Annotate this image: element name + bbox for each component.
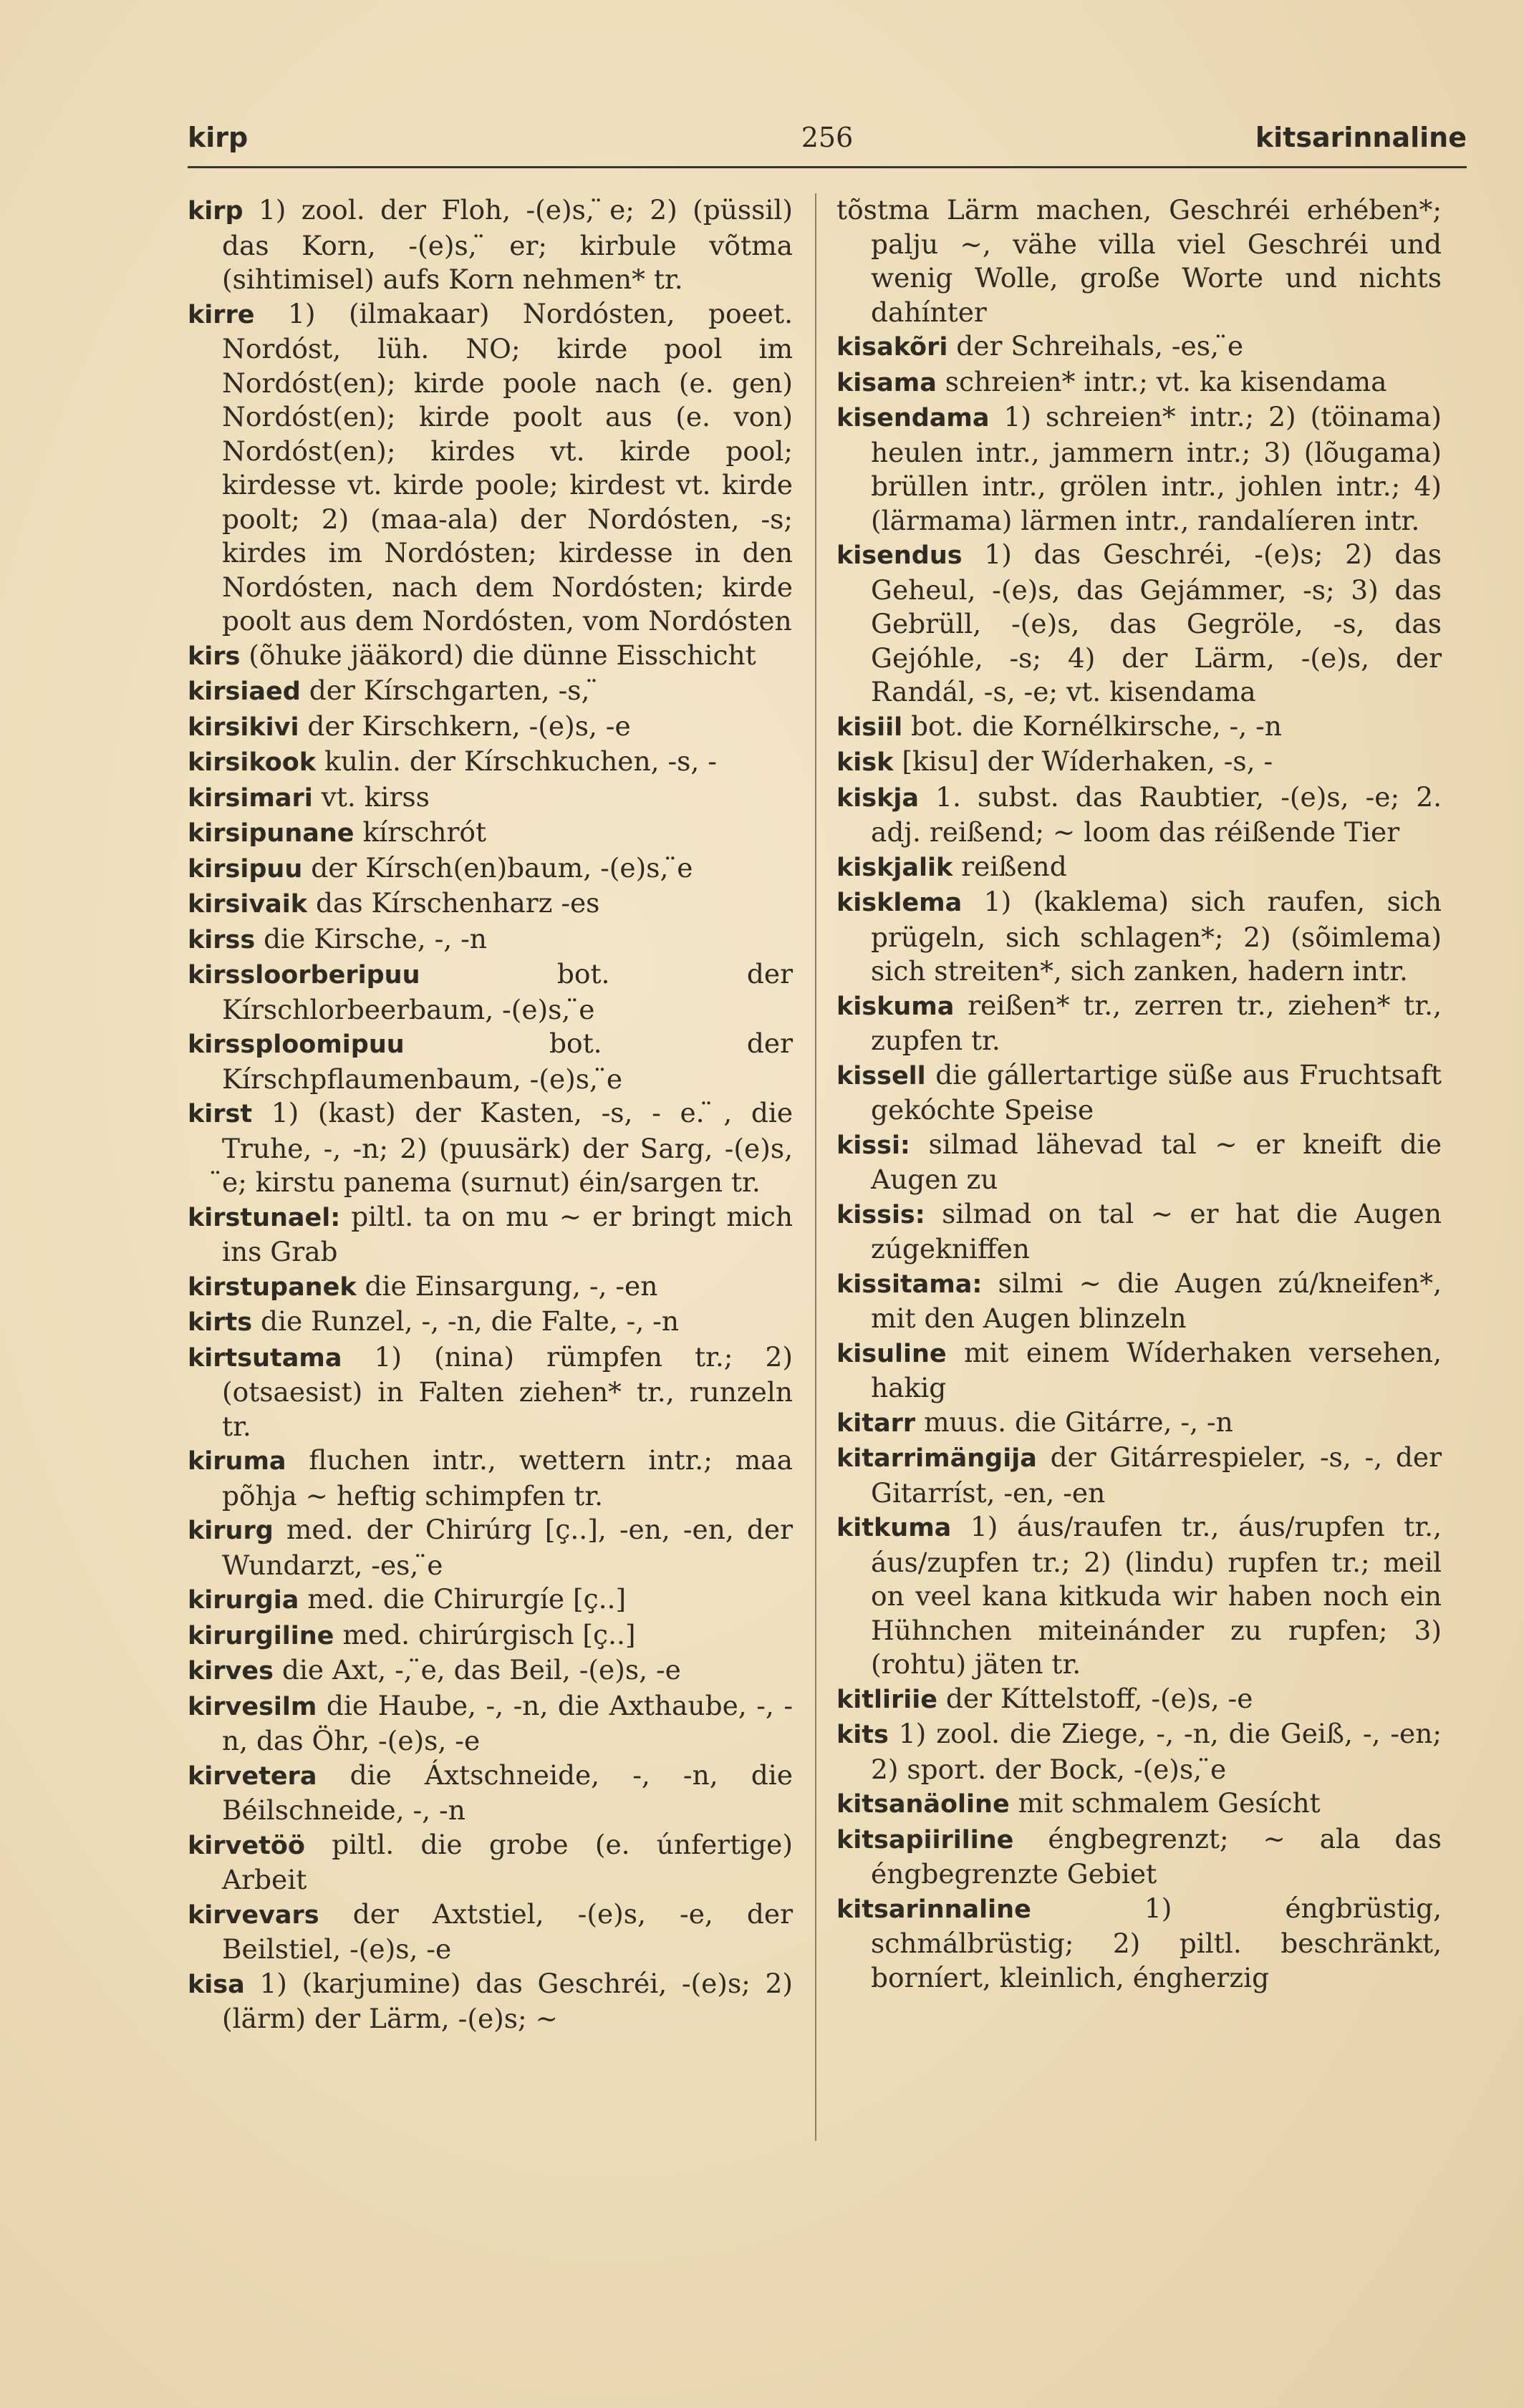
entry-definition: der Axtstiel, -(e)s, -e, der Beilstiel, -(e)s, -e bbox=[222, 1897, 794, 1965]
dictionary-entry bbox=[188, 1200, 793, 1270]
entry-headword: kirssploomipuu bbox=[188, 1030, 405, 1059]
dictionary-entry bbox=[836, 1128, 1442, 1197]
entry-definition: piltl. die grobe (e. únfertige) Arbeit bbox=[222, 1828, 793, 1895]
entry-headword: kirss bbox=[188, 925, 256, 954]
entry-definition: éngbegrenzt; ~ ala das éngbegrenzte Gebiet bbox=[871, 1822, 1442, 1890]
entry-headword: kiskuma bbox=[836, 992, 955, 1021]
dictionary-entry bbox=[188, 1444, 793, 1513]
entry-definition: 1) (ilmakaar) Nordósten, poeet. Nordóst, lüh. NO; kirde pool im Nordóst(en); kirde poole nach (e. gen) Nordóst(en); kirde poolt aus (e. von) Nordóst(en); kirdes vt. kirde pool; kirdesse vt. kirde poole; kirdest vt. kirde poolt; 2) (maa-ala) der Nordósten, -s; kirdes im Nordósten; kirdesse in den Nordósten, nach dem Nordósten; kirde poolt aus dem Nordósten, vom Nordósten bbox=[222, 297, 793, 637]
dictionary-entry bbox=[836, 329, 1442, 365]
entry-definition: 1. subst. das Raubtier, -(e)s, -e; 2. adj. reißend; ~ loom das réißende Tier bbox=[871, 780, 1442, 848]
entry-definition: med. chirúrgisch [ç..] bbox=[342, 1618, 636, 1650]
entry-definition: mit schmalem Gesícht bbox=[1018, 1787, 1321, 1819]
entry-headword: kirsikook bbox=[188, 748, 317, 777]
entry-headword: kisendus bbox=[836, 541, 963, 570]
entry-definition: 1) schreien* intr.; 2) (töinama) heulen intr., jammern intr.; 3) (lõugama) brüllen intr., grölen intr., johlen intr.; 4) (lärmama) lärmen intr., randalíeren intr. bbox=[871, 401, 1442, 536]
entry-headword: kirts bbox=[188, 1308, 253, 1337]
dictionary-entry bbox=[836, 745, 1442, 780]
entry-definition: bot. der Kírschlorbeerbaum, -(e)s, ̈e bbox=[222, 958, 793, 1025]
dictionary-entry bbox=[188, 1689, 793, 1759]
entry-headword: kissis: bbox=[836, 1200, 925, 1229]
entry-headword: kissitama: bbox=[836, 1270, 983, 1299]
entry-definition: muus. die Gitárre, -, -n bbox=[924, 1406, 1233, 1438]
entry-definition: tõstma Lärm machen, Geschréi erhében*; palju ~, vähe villa viel Geschréi und wenig Wolle, große Worte und nichts dahínter bbox=[836, 194, 1442, 328]
entry-definition: piltl. ta on mu ~ er bringt mich ins Grab bbox=[222, 1200, 793, 1267]
dictionary-entry bbox=[188, 1653, 793, 1689]
entry-headword: kitarrimängija bbox=[836, 1444, 1037, 1473]
entry-headword: kirurgiline bbox=[188, 1621, 334, 1650]
entry-headword: kirsikivi bbox=[188, 712, 299, 742]
dictionary-entry bbox=[188, 710, 793, 745]
dictionary-entry bbox=[188, 1967, 793, 2036]
entry-headword: kitliriie bbox=[836, 1685, 937, 1714]
dictionary-entry bbox=[188, 674, 793, 710]
entry-headword: kisa bbox=[188, 1970, 245, 1999]
dictionary-entry bbox=[836, 400, 1442, 538]
entry-headword: kirssloorberipuu bbox=[188, 961, 420, 990]
entry-definition: der Kírsch(en)baum, -(e)s, ̈e bbox=[311, 851, 693, 884]
entry-headword: kitsapiiriline bbox=[836, 1825, 1014, 1855]
entry-headword: kisama bbox=[836, 368, 937, 397]
entry-headword: kisiil bbox=[836, 712, 903, 742]
entry-headword: kirvevars bbox=[188, 1900, 319, 1930]
entry-headword: kirurg bbox=[188, 1517, 274, 1545]
entry-headword: kirp bbox=[188, 197, 243, 226]
dictionary-entry bbox=[836, 989, 1442, 1058]
entry-definition: bot. der Kírschpflaumenbaum, -(e)s, ̈e bbox=[222, 1027, 793, 1095]
entry-definition: silmi ~ die Augen zú/kneifen*, mit den Augen blinzeln bbox=[871, 1267, 1442, 1334]
entry-headword: kirs bbox=[188, 642, 241, 671]
entry-headword: kisuline bbox=[836, 1339, 947, 1368]
dictionary-entry bbox=[836, 1267, 1442, 1336]
entry-definition: die Haube, -, -n, die Axthaube, -, -n, das Öhr, -(e)s, -e bbox=[222, 1689, 793, 1756]
entry-headword: kirsiaed bbox=[188, 677, 301, 706]
entry-definition: med. der Chirúrg [ç..], -en, -en, der Wundarzt, -es, ̈e bbox=[222, 1514, 794, 1581]
entry-headword: kissell bbox=[836, 1061, 926, 1091]
dictionary-entry bbox=[836, 1336, 1442, 1406]
dictionary-entry bbox=[188, 1340, 793, 1444]
entry-headword: kirvetera bbox=[188, 1761, 317, 1791]
entry-definition: der Kíttelstoff, -(e)s, -e bbox=[945, 1682, 1253, 1714]
dictionary-entry bbox=[188, 1897, 793, 1967]
entry-headword: kirre bbox=[188, 300, 255, 329]
entry-definition: med. die Chirurgíe [ç..] bbox=[307, 1583, 627, 1615]
entry-headword: kitsanäoline bbox=[836, 1790, 1010, 1819]
dictionary-entry bbox=[188, 297, 793, 639]
header-rule bbox=[188, 166, 1467, 168]
dictionary-entry bbox=[188, 1513, 793, 1582]
right-guide-word: kitsarinnaline bbox=[1255, 122, 1467, 153]
entry-definition: [kisu] der Wíderhaken, -s, - bbox=[902, 745, 1273, 777]
entry-definition: 1) das Geschréi, -(e)s; 2) das Geheul, -(e)s, das Gejámmer, -s; 3) das Gebrüll, -(e)s, das Gegröle, -s, das Gejóhle, -s; 4) der Lärm, -(e)s, der Randál, -s, -e; vt. kisendama bbox=[871, 538, 1442, 707]
entry-definition: 1) (kast) der Kasten, -s, - e. ̈, die Truhe, -, -n; 2) (puusärk) der Sarg, -(e)s, ̈e; kirstu panema (surnut) éin/sargen tr. bbox=[222, 1097, 794, 1198]
dictionary-entry bbox=[188, 816, 793, 851]
dictionary-entry bbox=[836, 850, 1442, 886]
column-divider bbox=[815, 193, 816, 2141]
dictionary-entry bbox=[188, 1759, 793, 1828]
entry-headword: kirvetöö bbox=[188, 1831, 305, 1860]
dictionary-entry bbox=[188, 1096, 793, 1200]
entry-definition: vt. kirss bbox=[321, 780, 430, 813]
entry-headword: kisendama bbox=[836, 404, 990, 432]
entry-definition: 1) (nina) rümpfen tr.; 2) (otsaesist) in Falten ziehen* tr., runzeln tr. bbox=[222, 1340, 793, 1442]
entry-definition: mit einem Wíderhaken versehen, hakig bbox=[871, 1336, 1442, 1403]
entry-headword: kitkuma bbox=[836, 1514, 952, 1542]
page-number: 256 bbox=[801, 122, 854, 153]
entry-headword: kirurgia bbox=[188, 1586, 299, 1615]
right-column bbox=[836, 193, 1442, 1995]
dictionary-entry bbox=[188, 1027, 793, 1096]
entry-definition: silmad on tal ~ er hat die Augen zúgekniffen bbox=[871, 1197, 1442, 1265]
page-header bbox=[188, 115, 1467, 158]
dictionary-entry bbox=[188, 193, 793, 297]
entry-definition: die Einsargung, -, -en bbox=[365, 1270, 658, 1302]
entry-definition: der Schreihals, -es, ̈e bbox=[956, 330, 1244, 362]
entry-headword: kirsivaik bbox=[188, 890, 308, 919]
entry-headword: kisakõri bbox=[836, 333, 948, 362]
entry-definition: 1) áus/raufen tr., áus/rupfen tr., áus/zupfen tr.; 2) (lindu) rupfen tr.; meil on veel kana kitkuda wir haben noch ein Hühnchen miteinánder zu rupfen; 3) (rohtu) jäten tr. bbox=[871, 1511, 1442, 1680]
entry-headword: kirsimari bbox=[188, 783, 313, 813]
dictionary-entry bbox=[836, 1892, 1442, 1996]
entry-headword: kirsipunane bbox=[188, 819, 355, 848]
entry-headword: kissi: bbox=[836, 1131, 910, 1160]
dictionary-entry bbox=[188, 922, 793, 958]
entry-headword: kirsipuu bbox=[188, 854, 303, 884]
entry-headword: kitsarinnaline bbox=[836, 1895, 1031, 1924]
entry-definition: die Runzel, -, -n, die Falte, -, -n bbox=[261, 1305, 680, 1337]
dictionary-entry bbox=[836, 780, 1442, 850]
dictionary-entry bbox=[836, 1822, 1442, 1892]
entry-headword: kirstupanek bbox=[188, 1272, 357, 1302]
entry-definition: 1) zool. der Floh, -(e)s, ̈e; 2) (püssil) das Korn, -(e)s, ̈er; kirbule võtma (sihtimisel) aufs Korn nehmen* tr. bbox=[222, 194, 793, 295]
entry-definition: fluchen intr., wettern intr.; maa põhja ~ heftig schimpfen tr. bbox=[222, 1444, 793, 1512]
entry-definition: die Kirsche, -, -n bbox=[264, 922, 487, 954]
entry-headword: kiskjalik bbox=[836, 853, 953, 882]
dictionary-entry bbox=[836, 710, 1442, 745]
entry-headword: kirst bbox=[188, 1100, 253, 1128]
dictionary-entry bbox=[188, 1828, 793, 1897]
entry-headword: kirtsutama bbox=[188, 1343, 342, 1373]
dictionary-entry bbox=[188, 851, 793, 887]
dictionary-entry bbox=[188, 1305, 793, 1340]
dictionary-entry bbox=[836, 1197, 1442, 1267]
entry-definition: (õhuke jääkord) die dünne Eisschicht bbox=[249, 639, 756, 671]
entry-definition: silmad lähevad tal ~ er kneift die Augen zu bbox=[871, 1128, 1442, 1195]
dictionary-entry bbox=[836, 538, 1442, 710]
entry-definition: 1) éngbrüstig, schmálbrüstig; 2) piltl. beschränkt, borníert, kleinlich, éngherzig bbox=[871, 1892, 1442, 1993]
dictionary-entry bbox=[836, 365, 1442, 401]
entry-definition: kulin. der Kírschkuchen, -s, - bbox=[324, 745, 717, 777]
entry-definition: die Axt, -, ̈e, das Beil, -(e)s, -e bbox=[281, 1654, 681, 1686]
dictionary-entry bbox=[188, 1618, 793, 1654]
entry-headword: kirstunael: bbox=[188, 1203, 341, 1232]
entry-definition: das Kírschenharz -es bbox=[316, 887, 600, 919]
dictionary-entry bbox=[836, 1406, 1442, 1441]
left-guide-word: kirp bbox=[188, 122, 249, 153]
dictionary-entry bbox=[188, 1270, 793, 1305]
entry-definition: bot. die Kornélkirsche, -, -n bbox=[911, 710, 1282, 742]
entry-definition: die gállertartige süße aus Fruchtsaft gekóchte Speise bbox=[871, 1058, 1442, 1126]
dictionary-entry bbox=[836, 1786, 1442, 1822]
entry-headword: kits bbox=[836, 1721, 889, 1749]
dictionary-entry bbox=[188, 1582, 793, 1618]
dictionary-entry bbox=[188, 639, 793, 674]
dictionary-entry bbox=[836, 1510, 1442, 1682]
entry-headword: kirvesilm bbox=[188, 1692, 317, 1721]
entry-headword: kisk bbox=[836, 748, 894, 777]
entry-definition: kírschrót bbox=[362, 816, 487, 848]
entry-definition: 1) (karjumine) das Geschréi, -(e)s; 2) (lärm) der Lärm, -(e)s; ~ bbox=[222, 1967, 793, 2034]
dictionary-entry bbox=[188, 745, 793, 780]
entry-headword: kiruma bbox=[188, 1447, 286, 1476]
entry-definition: schreien* intr.; vt. ka kisendama bbox=[945, 365, 1387, 397]
dictionary-entry bbox=[188, 886, 793, 922]
dictionary-entry bbox=[836, 193, 1442, 329]
entry-definition: der Kírschgarten, -s, ̈ bbox=[309, 674, 599, 706]
entry-headword: kiskja bbox=[836, 783, 919, 813]
entry-definition: der Kirschkern, -(e)s, -e bbox=[307, 710, 631, 742]
dictionary-entry bbox=[188, 957, 793, 1027]
dictionary-entry bbox=[836, 1682, 1442, 1718]
entry-definition: 1) (kaklema) sich raufen, sich prügeln, sich schlagen*; 2) (sõimlema) sich streiten*, sich zanken, hadern intr. bbox=[871, 886, 1442, 987]
entry-definition: reißend bbox=[961, 850, 1067, 882]
entry-definition: reißen* tr., zerren tr., ziehen* tr., zupfen tr. bbox=[871, 989, 1442, 1056]
dictionary-entry bbox=[836, 1441, 1442, 1510]
dictionary-entry bbox=[836, 1717, 1442, 1786]
entry-headword: kitarr bbox=[836, 1408, 916, 1438]
entry-definition: der Gitárrespieler, -s, -, der Gitarríst, -en, -en bbox=[871, 1441, 1442, 1509]
dictionary-entry bbox=[188, 780, 793, 816]
entry-headword: kirves bbox=[188, 1657, 274, 1686]
entry-definition: 1) zool. die Ziege, -, -n, die Geiß, -, -en; 2) sport. der Bock, -(e)s, ̈e bbox=[871, 1718, 1442, 1785]
entry-headword: kisklema bbox=[836, 889, 963, 917]
dictionary-entry bbox=[836, 885, 1442, 989]
left-column bbox=[188, 193, 793, 2036]
dictionary-entry bbox=[836, 1058, 1442, 1128]
entry-definition: die Áxtschneide, -, -n, die Béilschneide, -, -n bbox=[222, 1759, 793, 1826]
